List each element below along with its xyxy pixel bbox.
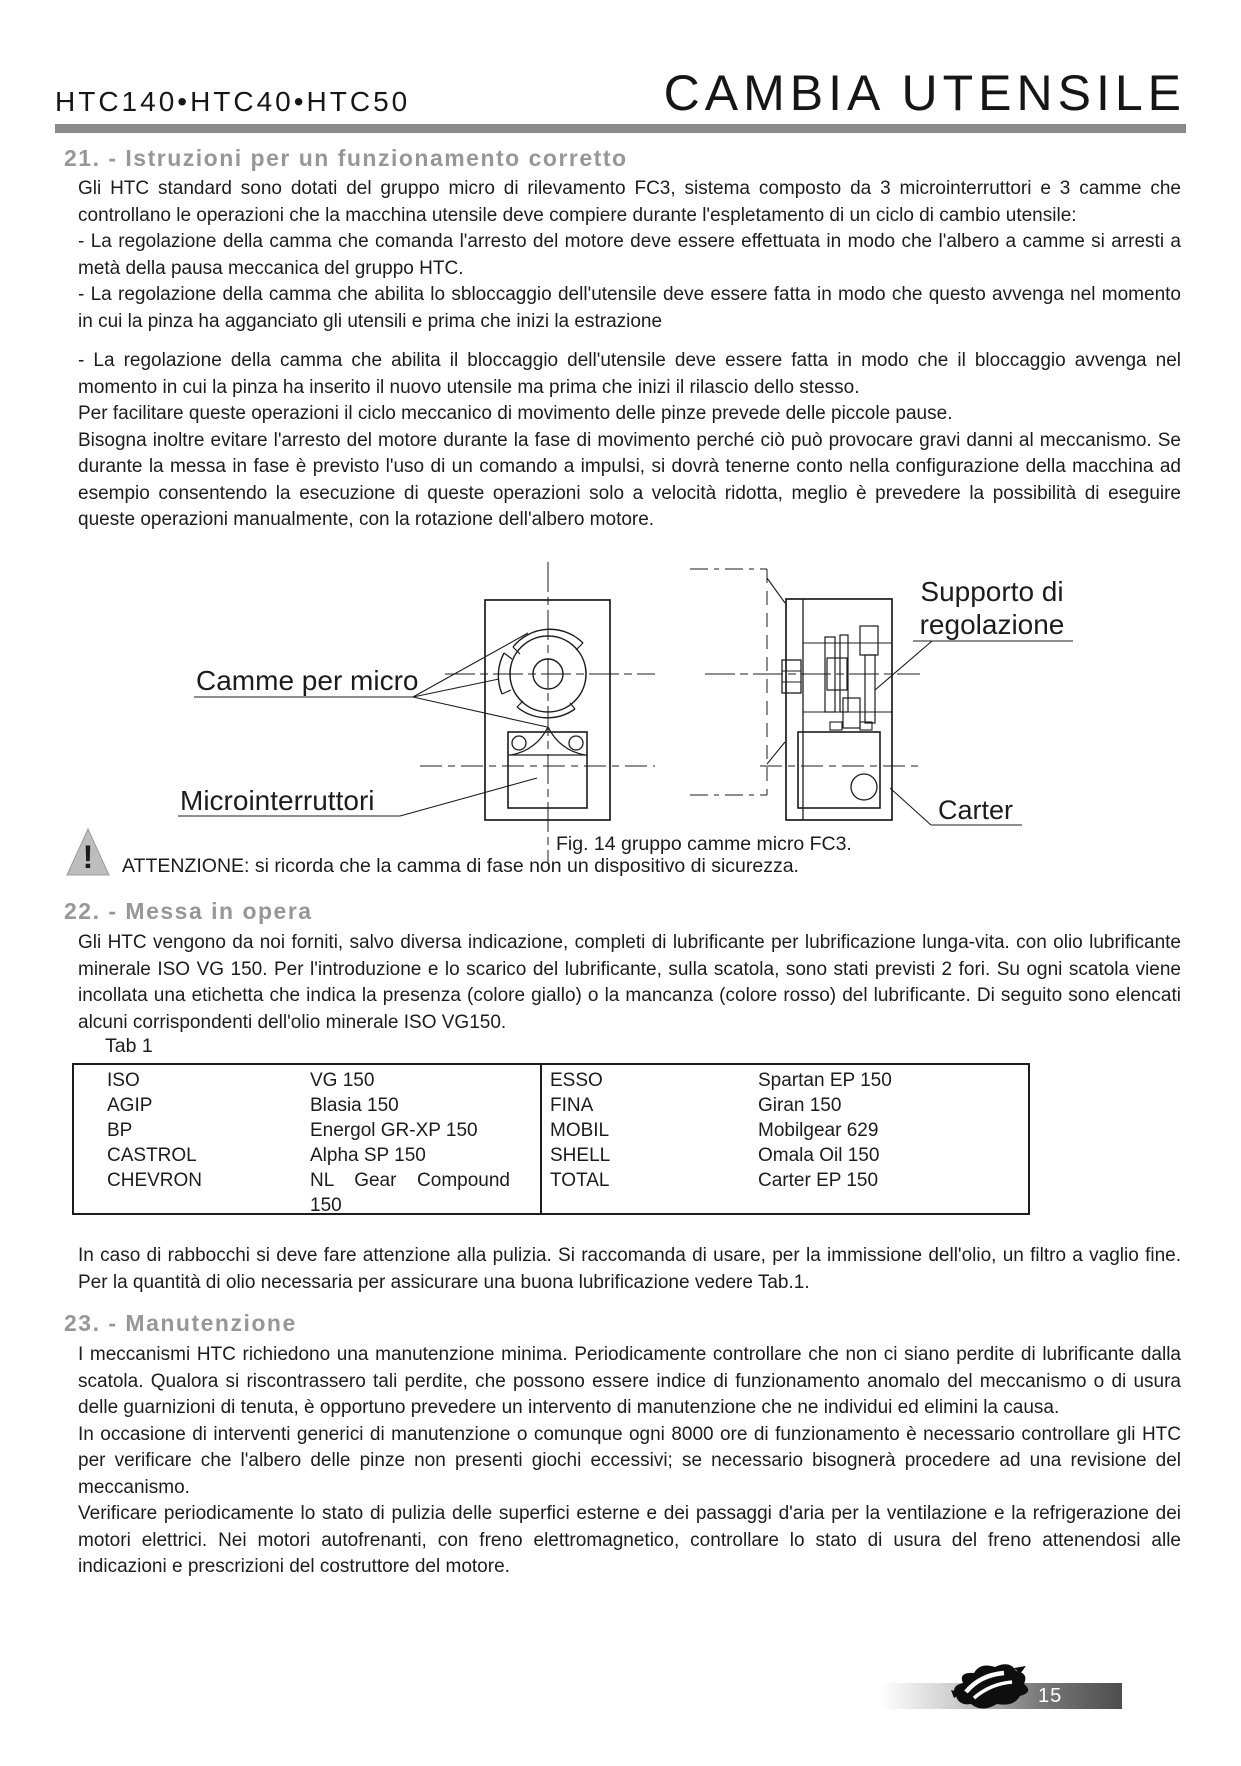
brand-cell: BP bbox=[107, 1120, 133, 1141]
fig-right-view bbox=[690, 569, 920, 820]
product-cell: NL Gear Compound 150 bbox=[310, 1170, 510, 1216]
product-cell: Alpha SP 150 bbox=[310, 1145, 426, 1166]
product-cell: VG 150 bbox=[310, 1070, 375, 1091]
brand-cell: CASTROL bbox=[107, 1145, 197, 1166]
paragraph: In caso di rabbocchi si deve fare attenzione alla pulizia. Si raccomanda di usare, per la immissione dell'olio, un filtro a vaglio fine. Per la quantità di olio necessaria per assicurare una buona lubrificazione vedere Tab.1. bbox=[78, 1245, 1181, 1293]
table-divider bbox=[540, 1065, 542, 1213]
product-cell: Mobilgear 629 bbox=[758, 1120, 879, 1141]
carter-box bbox=[798, 732, 880, 808]
product-cell: Blasia 150 bbox=[310, 1095, 399, 1116]
brand-cell: MOBIL bbox=[550, 1120, 610, 1141]
shaft-hub bbox=[782, 660, 801, 693]
paragraph: Gli HTC standard sono dotati del gruppo micro di rilevamento FC3, sistema composto da 3 microinterruttori e 3 camme che controllano le operazioni che la macchina utensile deve compiere durante l'espletamento di un ciclo di cambio utensile: bbox=[78, 178, 1181, 226]
brand-cell: TOTAL bbox=[550, 1170, 610, 1191]
table-row bbox=[107, 1168, 537, 1218]
footer-logo bbox=[948, 1660, 1036, 1714]
header-models: HTC140•HTC40•HTC50 bbox=[55, 86, 411, 117]
section-21-heading: 21. - Istruzioni per un funzionamento corretto bbox=[64, 145, 628, 171]
fig14-technical-drawing bbox=[70, 500, 1171, 870]
table-row bbox=[550, 1118, 1020, 1143]
fig-left-view bbox=[420, 562, 655, 862]
paragraph: - La regolazione della camma che abilita lo sbloccaggio dell'utensile deve essere fatta in modo che questo avvenga nel momento in cui la pinza ha agganciato gli utensili e prima che inizi la estrazione bbox=[78, 284, 1181, 332]
brand-cell: FINA bbox=[550, 1095, 594, 1116]
label-supporto-line2: regolazione bbox=[919, 609, 1065, 640]
product-cell: Carter EP 150 bbox=[758, 1170, 879, 1191]
figure-caption: Fig. 14 gruppo camme micro FC3. bbox=[556, 833, 852, 855]
table-row bbox=[550, 1068, 1020, 1093]
table-row bbox=[107, 1093, 537, 1118]
paragraph: - La regolazione della camma che comanda l'arresto del motore deve essere effettuata in modo che l'albero a camme si arresti a metà della pausa meccanica del gruppo HTC. bbox=[78, 231, 1181, 279]
brand-cell: ISO bbox=[107, 1070, 140, 1091]
brand-cell: SHELL bbox=[550, 1145, 611, 1166]
label-camme-per-micro: Camme per micro bbox=[196, 665, 419, 696]
page-number: 15 bbox=[1038, 1685, 1063, 1707]
warning-triangle-icon bbox=[66, 826, 110, 878]
brand-cell: ESSO bbox=[550, 1070, 603, 1091]
paragraph: I meccanismi HTC richiedono una manutenzione minima. Periodicamente controllare che non ci siano perdite di lubrificante dalla scatola. Qualora si riscontrassero tali perdite, che possono essere indice di funzionamento anomalo del meccanismo o di usura delle guarnizioni di tenuta, è opportuno prevedere un intervento di manutenzione che ne individui ed elimini la causa. bbox=[78, 1344, 1181, 1418]
section-22-note bbox=[78, 1243, 1181, 1296]
paragraph: In occasione di interventi generici di manutenzione o comunque ogni 8000 ore di funzionamento è necessario controllare gli HTC per verificare che l'albero delle pinze non presenti giochi eccessivi; se necessario bisognerà procedere ad una revisione del meccanismo. bbox=[78, 1423, 1181, 1498]
table-row bbox=[107, 1143, 537, 1168]
section-23-heading: 23. - Manutenzione bbox=[64, 1310, 297, 1336]
paragraph: Per facilitare queste operazioni il ciclo meccanico di movimento delle pinze prevede delle piccole pause. bbox=[78, 403, 953, 424]
product-cell: Giran 150 bbox=[758, 1095, 842, 1116]
product-cell: Energol GR-XP 150 bbox=[310, 1120, 478, 1141]
page-title: CAMBIA UTENSILE bbox=[663, 65, 1186, 121]
table-caption: Tab 1 bbox=[105, 1035, 153, 1057]
paragraph: Verificare periodicamente lo stato di pulizia delle superfici esterne e dei passaggi d'aria per la ventilazione e la refrigerazione dei motori elettrici. Nei motori autofrenanti, con freno elettromagnetico, controllare lo stato di usura del freno attenendosi alle indicazioni e prescrizioni del costruttore del motore. bbox=[78, 1503, 1181, 1577]
warning-text: ATTENZIONE: si ricorda che la camma di fase non un dispositivo di sicurezza. bbox=[122, 855, 799, 877]
table-row bbox=[550, 1143, 1020, 1168]
svg-text:!: ! bbox=[82, 839, 94, 875]
brand-cell: CHEVRON bbox=[107, 1170, 203, 1191]
section-22-body bbox=[78, 930, 1181, 1036]
label-microinterruttori: Microinterruttori bbox=[180, 785, 375, 816]
right-housing bbox=[786, 599, 892, 820]
section-21-body bbox=[78, 176, 1181, 534]
carter-hole bbox=[851, 774, 877, 800]
section-23-body bbox=[78, 1342, 1181, 1581]
paragraph: Bisogna inoltre evitare l'arresto del motore durante la fase di movimento perché ciò può provocare gravi danni al meccanismo. Se durante la messa in fase è previsto l'uso di un comando a impulsi, si dovrà tenerne conto nella configurazione della macchina ad esempio consentendo la esecuzione di queste operazioni solo a velocità ridotta, meglio è prevedere la possibilità di eseguire queste operazioni manualmente, con la rotazione dell'albero motore. bbox=[78, 429, 1181, 530]
table-row bbox=[550, 1093, 1020, 1118]
oil-equivalents-table bbox=[72, 1063, 1030, 1215]
brand-cell: AGIP bbox=[107, 1095, 153, 1116]
table-row bbox=[550, 1168, 1020, 1193]
table-right-half bbox=[550, 1068, 1020, 1193]
label-supporto-line1: Supporto di bbox=[920, 576, 1064, 607]
product-cell: Omala Oil 150 bbox=[758, 1145, 880, 1166]
paragraph: - La regolazione della camma che abilita il bloccaggio dell'utensile deve essere fatta in modo che il bloccaggio avvenga nel momento in cui la pinza ha inserito il nuovo utensile ma prima che inizi il rilascio dello stesso. bbox=[78, 350, 1181, 398]
fig-labels bbox=[180, 576, 1064, 825]
regulation-support-bars bbox=[825, 626, 878, 730]
table-left-half bbox=[107, 1068, 537, 1218]
paragraph: Gli HTC vengono da noi forniti, salvo diversa indicazione, completi di lubrificante per lubrificazione lunga-vita. con olio lubrificante minerale ISO VG 150. Per l'introduzione e lo scarico del lubrificante, sulla scatola, sono stati previsti 2 fori. Su ogni scatola viene incollata una etichetta che indica la presenza (colore giallo) o la mancanza (colore rosso) del lubrificante. Di seguito sono elencati alcuni corrispondenti dell'olio minerale ISO VG150. bbox=[78, 932, 1181, 1033]
table-row bbox=[107, 1068, 537, 1093]
label-carter: Carter bbox=[938, 795, 1014, 825]
table-row bbox=[107, 1118, 537, 1143]
section-22-heading: 22. - Messa in opera bbox=[64, 898, 313, 924]
product-cell: Spartan EP 150 bbox=[758, 1070, 892, 1091]
header-rule bbox=[55, 124, 1186, 133]
